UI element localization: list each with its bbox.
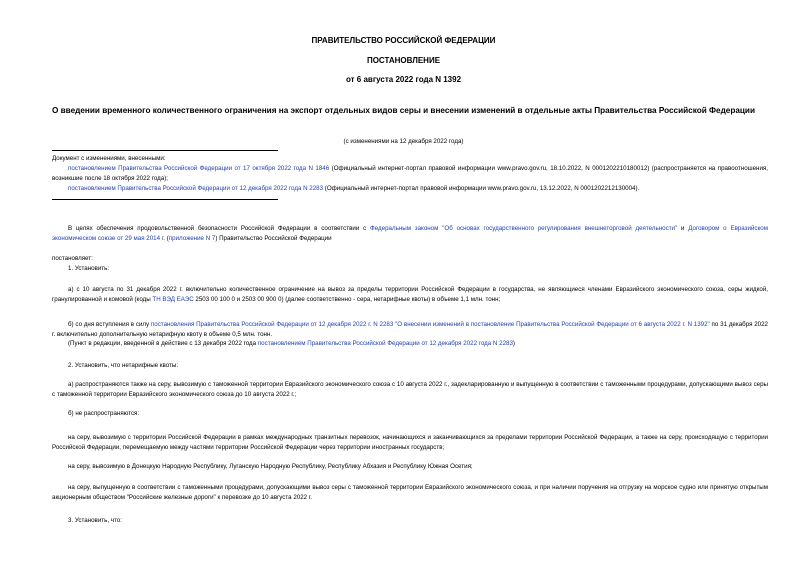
tn-ved-link[interactable]: ТН ВЭД ЕАЭС <box>152 295 194 303</box>
preamble-text-2: и <box>677 225 689 232</box>
revision-note: (с изменениями на 12 декабря 2022 года) <box>343 138 464 145</box>
section-1-b-text-2: по 31 декабря 2022 г. включительно дополнительную нетарифную квоту в объеме 0,5 млн. тонн. <box>52 321 768 338</box>
changes-top-divider <box>52 150 278 151</box>
preamble-text-3: ( <box>165 234 169 242</box>
document-type: ПОСТАНОВЛЕНИЕ <box>366 56 441 65</box>
amendment-link-1846[interactable]: постановлением Правительства Российской Федерации от 17 октября 2022 года N 1846 <box>68 165 330 172</box>
section-3-heading: 3. Установить, что: <box>68 517 122 524</box>
decree-word: постановляет: <box>52 255 93 262</box>
amendment-link-2283[interactable]: постановлением Правительства Российской Федерации от 12 декабря 2022 года N 2283 <box>68 185 324 192</box>
decree-2283-link[interactable]: постановления Правительства Российской Федерации от 12 декабря 2022 г. N 2283 "О внесении изменений в постановление Правительства Российской Федерации от 6 августа 2022 г. N 1392" <box>150 321 710 328</box>
section-2-b-bullet-3: на серу, выпущенную в соответствии с таможенными процедурами, допускающими вывоз серы с таможенной территории Евразийского экономического союза, и при наличии поручения на отгрузку на морское судно или принятую открытым акционерным обществом "Российские железные дороги" к перевозке до 10 августа 2022 г. <box>52 484 768 501</box>
document-date-number: от 6 августа 2022 года N 1392 <box>345 75 462 84</box>
section-1-a-text-1: а) с 10 августа по 31 декабря 2022 г. включительно количественное ограничение на вывоз за пределы территории Российской Федерации в государства, не являющиеся членами Евразийского экономического союза, серы жидкой, гранулированной и комовой (коды <box>52 286 768 303</box>
government-header: ПРАВИТЕЛЬСТВО РОССИЙСКОЙ ФЕДЕРАЦИИ <box>311 36 496 45</box>
section-1-item-a <box>52 285 768 304</box>
eaeu-treaty-link[interactable]: Договором о Евразийском экономическом союзе от 29 мая 2014 г. <box>52 225 768 242</box>
changes-item-2 <box>52 184 768 194</box>
changes-item-1 <box>52 164 768 183</box>
annex-7-link[interactable]: приложение N 7 <box>168 234 216 242</box>
preamble-text-4: ) Правительство Российской Федерации <box>215 234 332 242</box>
section-2-item-b: б) не распространяются: <box>68 410 140 417</box>
section-1-b-note <box>52 339 768 349</box>
section-1-item-b <box>52 320 768 339</box>
changes-item-1-text: (Официальный интернет-портал правовой информации www.pravo.gov.ru, 18.10.2022, N 0001202210180012) (распространяется на правоотношения, возникшие после 18 октября 2022 года); <box>52 165 768 182</box>
section-1-heading: 1. Установить: <box>68 265 110 272</box>
changes-bottom-divider <box>52 199 278 200</box>
section-1-b-text-1: б) со дня вступления в силу <box>68 321 151 328</box>
document-title: О введении временного количественного ограничения на экспорт отдельных видов серы и внесении изменений в отдельные акты Правительства Российской Федерации <box>52 106 755 115</box>
decree-2283-note-link[interactable]: постановлением Правительства Российской Федерации от 12 декабря 2022 года N 2283 <box>257 340 513 347</box>
changes-item-2-text: (Официальный интернет-портал правовой информации www.pravo.gov.ru, 13.12.2022, N 0001202212130004). <box>323 185 640 192</box>
federal-law-link[interactable]: Федеральным законом "Об основах государственного регулирования внешнеторговой деятельности" <box>370 225 678 232</box>
section-2-heading: 2. Установить, что нетарифные квоты: <box>68 362 179 369</box>
section-1-a-text-2: 2503 00 100 0 и 2503 00 900 0) (далее соответственно - сера, нетарифные квоты) в объеме 1,1 млн. тонн; <box>193 295 501 303</box>
preamble-text-1: В целях обеспечения продовольственной безопасности Российской Федерации в соответствии с <box>68 225 371 232</box>
section-1-b-note-text-1: (Пункт в редакции, введенной в действие с 13 декабря 2022 года <box>68 340 258 347</box>
section-2-b-bullet-1: на серу, вывозимую с территории Российской Федерации в рамках международных транзитных перевозок, начинающихся и заканчивающихся за пределами территории Российской Федерации, а также на серу, происходящую с территории Российской Федерации, перемещаемую между частями территории Российской Федерации через территории иностранных государств; <box>52 434 768 451</box>
section-1-b-note-text-2: ) <box>512 340 515 347</box>
changes-intro: Документ с изменениями, внесенными: <box>52 155 166 162</box>
section-2-b-bullet-2: на серу, вывозимую в Донецкую Народную Республику, Луганскую Народную Республику, Республику Абхазия и Республику Южная Осетия; <box>68 463 473 470</box>
section-2-item-a: а) распространяются также на серу, вывозимую с таможенной территории Евразийского экономического союза с 10 августа 2022 г., задекларированную и выпущенную в соответствии с таможенными процедурами, допускающими вывоз серы с таможенной территории Евразийского экономического союза до 10 августа 2022 г.; <box>52 381 768 398</box>
preamble-paragraph <box>52 224 768 243</box>
